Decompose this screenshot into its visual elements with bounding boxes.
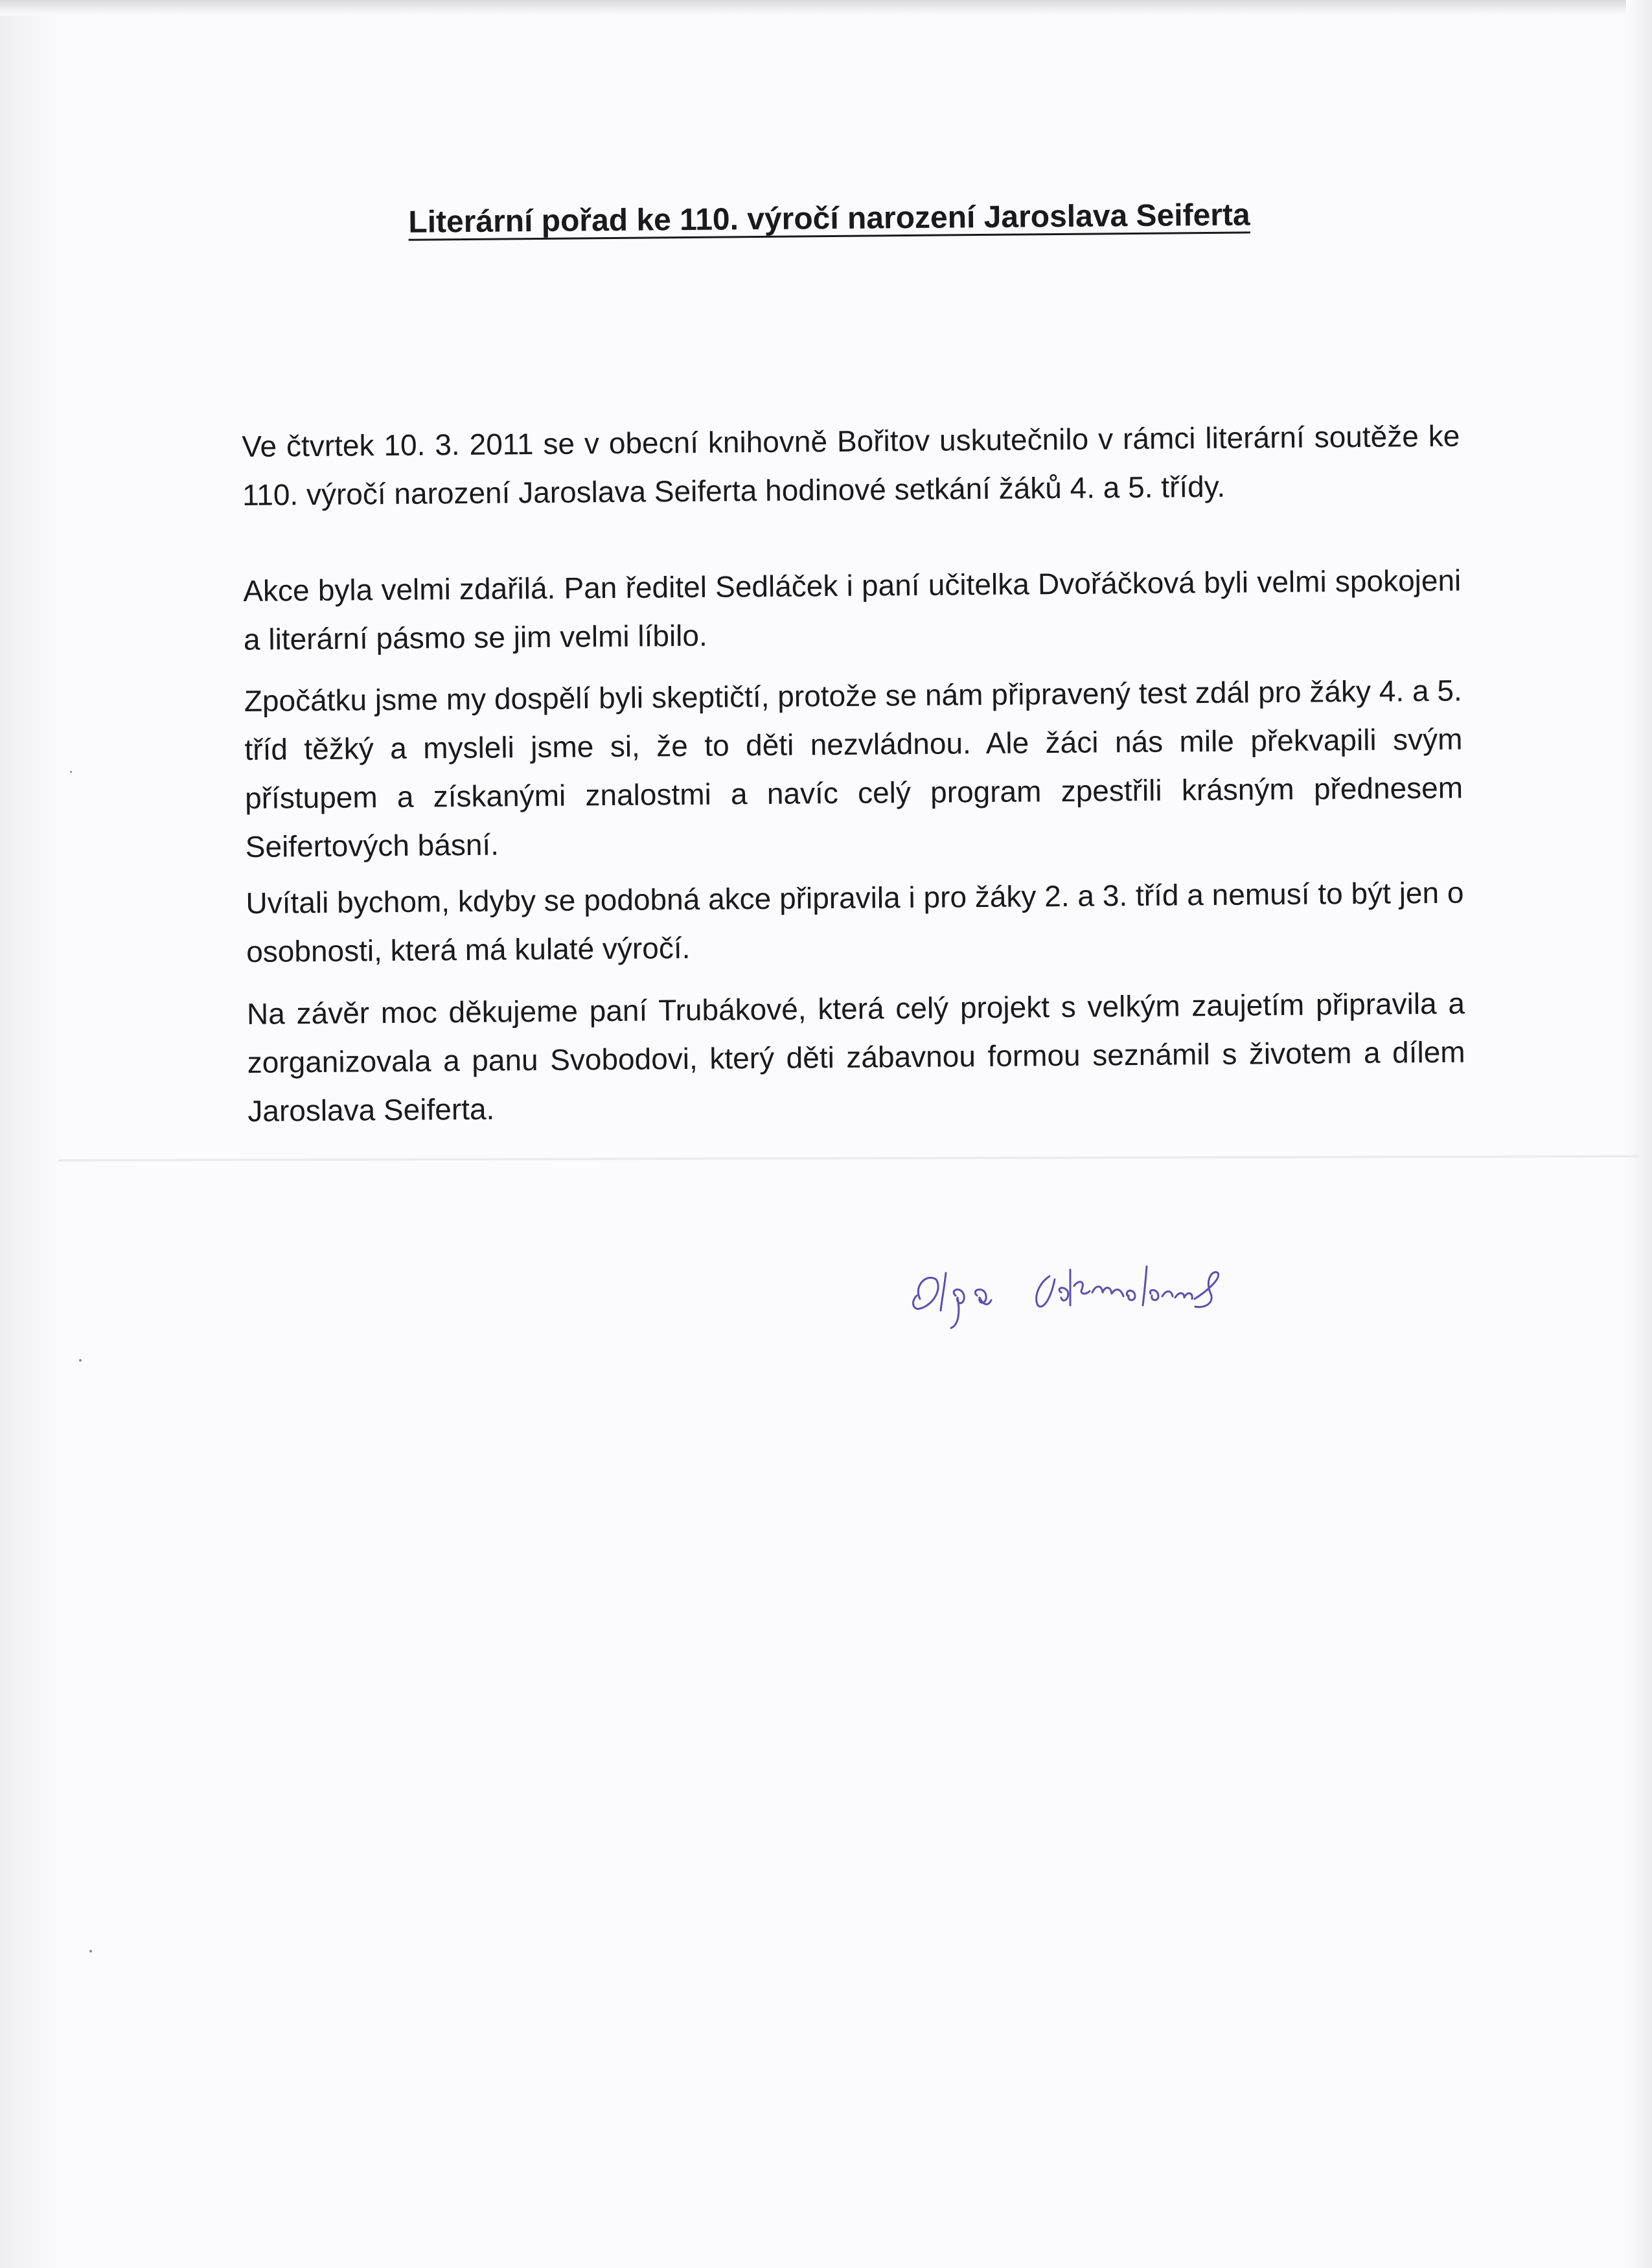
scan-speck — [70, 771, 72, 773]
paper-fold-line — [58, 1155, 1639, 1162]
scan-speck — [89, 1950, 92, 1953]
handwritten-signature — [901, 1260, 1367, 1331]
scan-speck — [79, 1359, 82, 1362]
document-title: Literární pořad ke 110. výročí narození Jaroslava Seiferta — [408, 198, 1250, 240]
paragraph-5: Na závěr moc děkujeme paní Trubákové, která celý projekt s velkým zaujetím připravila a zorganizovala a panu Svobodovi, který děti zábavnou formou seznámil s životem a dílem Jaroslava Seiferta. — [246, 986, 1465, 1128]
paragraph-1: Ve čtvrtek 10. 3. 2011 se v obecní knihovně Bořitov uskutečnilo v rámci literární soutěže ke 110. výročí narození Jaroslava Seiferta hodinové setkání žáků 4. a 5. třídy. — [242, 418, 1460, 512]
scan-top-edge — [0, 0, 1652, 16]
scan-right-edge — [1626, 0, 1652, 2268]
signature-name: Olga Vaňkmolová — [901, 1327, 910, 1329]
paragraph-2: Akce byla velmi zdařilá. Pan ředitel Sedláček i paní učitelka Dvořáčková byli velmi spokojeni a literární pásmo se jim velmi líbilo. — [243, 563, 1462, 656]
letter-content — [240, 183, 1471, 1128]
scan-left-edge — [0, 0, 62, 2268]
paragraph-3: Zpočátku jsme my dospělí byli skeptičtí, protože se nám připravený test zdál pro žáky 4. a 5. tříd těžký a mysleli jsme si, že to děti nezvládnou. Ale žáci nás mile překvapili svým přístupem a získanými znalostmi a navíc celý program zpestřili krásným přednesem Seifertových básní. — [244, 673, 1463, 864]
paragraph-4: Uvítali bychom, kdyby se podobná akce připravila i pro žáky 2. a 3. tříd a nemusí to být jen o osobnosti, která má kulaté výročí. — [246, 875, 1464, 968]
